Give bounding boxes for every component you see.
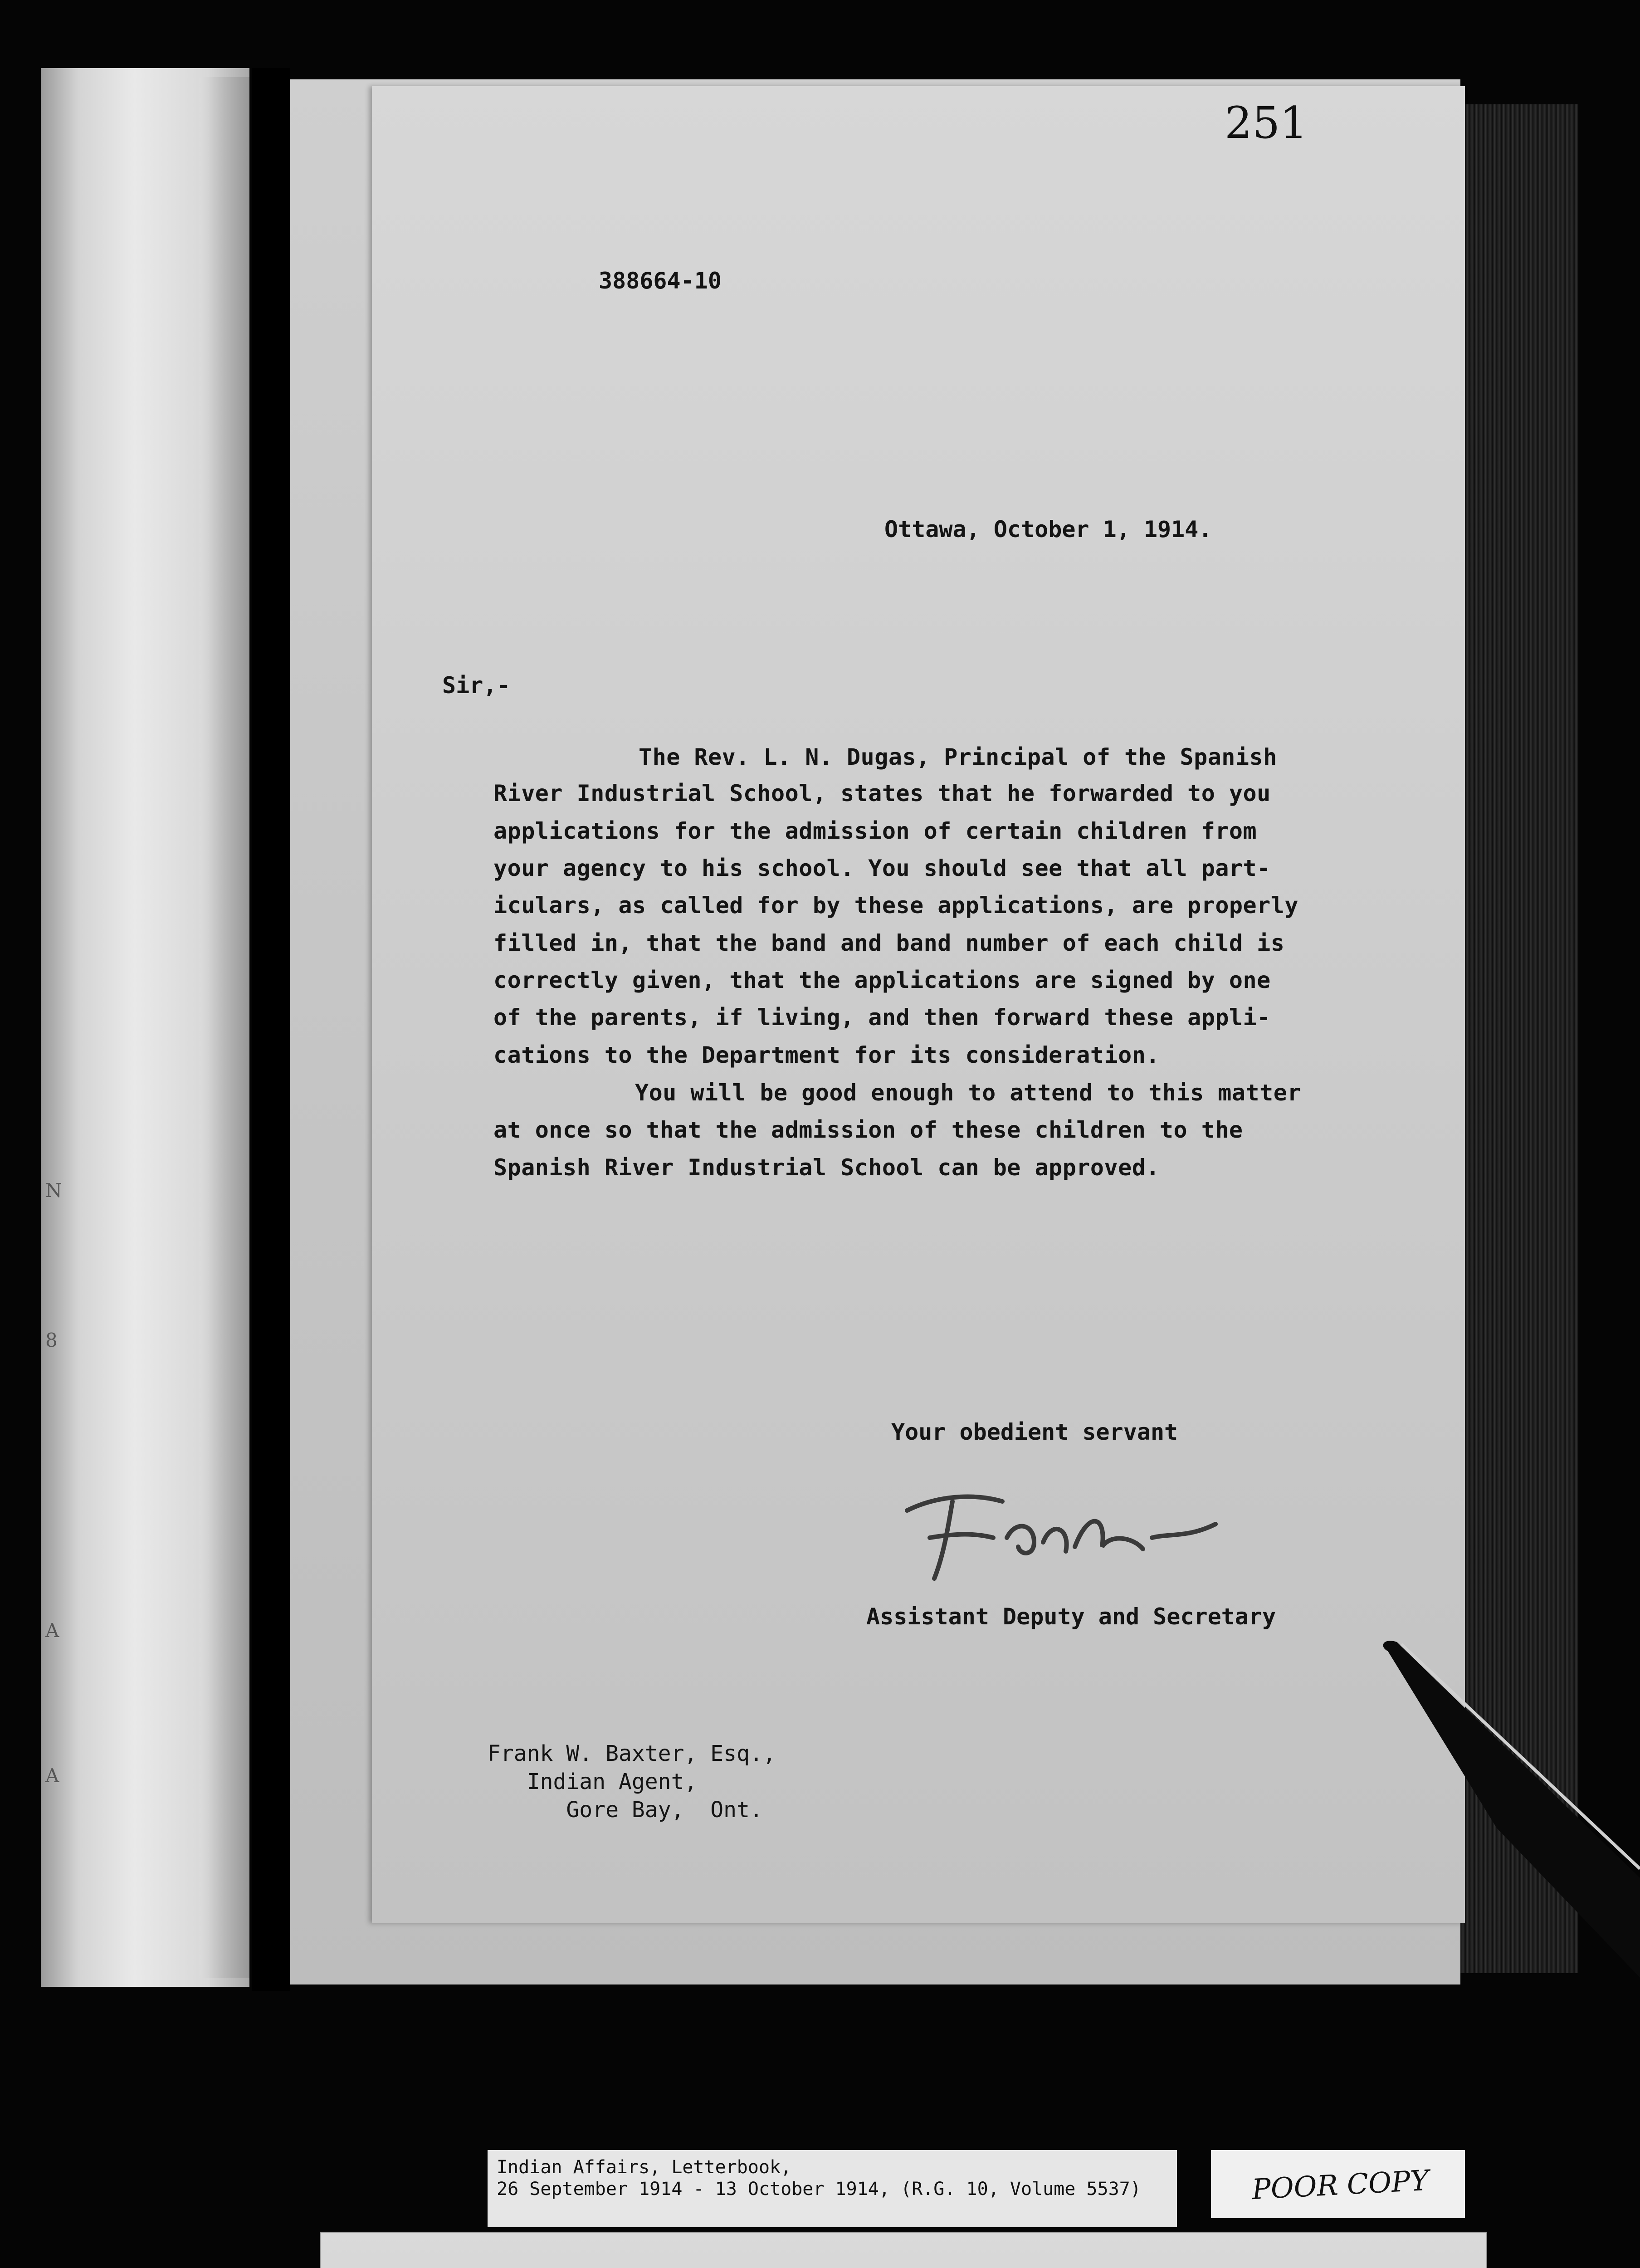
page-number: 251 (1225, 98, 1308, 148)
left-page-fold (200, 77, 249, 1978)
quality-label (1211, 2150, 1465, 2218)
body-line: filled in, that the band and band number of each child is (493, 930, 1285, 956)
address-line: Gore Bay, Ont. (488, 1797, 763, 1823)
address-block (488, 1740, 776, 1824)
quality-text: POOR COPY (1251, 2163, 1430, 2206)
body-line: The Rev. L. N. Dugas, Principal of the Spanish (639, 744, 1277, 770)
body-line: iculars, as called for by these applications, are properly (493, 892, 1298, 919)
source-label-line: Indian Affairs, Letterbook, (497, 2157, 792, 2178)
file-number: 388664-10 (599, 268, 722, 294)
signatory-title: Assistant Deputy and Secretary (866, 1603, 1276, 1630)
dateline: Ottawa, October 1, 1914. (884, 516, 1212, 543)
margin-mark: A (45, 1765, 59, 1787)
body-line: correctly given, that the applications are signed by one (493, 967, 1271, 993)
margin-mark: 8 (45, 1329, 58, 1351)
body-line: cations to the Department for its consideration. (493, 1042, 1160, 1068)
address-line: Frank W. Baxter, Esq., (488, 1741, 776, 1766)
body-line: Spanish River Industrial School can be approved. (493, 1154, 1160, 1181)
source-label (488, 2150, 1177, 2227)
signature (898, 1470, 1261, 1588)
book-gutter (252, 68, 290, 1991)
body-line: applications for the admission of certain children from (493, 818, 1257, 844)
source-label-line: 26 September 1914 - 13 October 1914, (R.G. 10, Volume 5537) (497, 2179, 1141, 2200)
margin-mark: N (45, 1179, 62, 1202)
address-line: Indian Agent, (488, 1769, 698, 1794)
body-line: at once so that the admission of these children to the (493, 1117, 1243, 1143)
salutation: Sir,- (442, 672, 511, 699)
body-line: of the parents, if living, and then forward these appli- (493, 1004, 1271, 1031)
closing: Your obedient servant (891, 1419, 1178, 1445)
body-line: You will be good enough to attend to this matter (635, 1080, 1301, 1106)
body-line: your agency to his school. You should see that all part- (493, 855, 1271, 881)
margin-mark: A (45, 1619, 59, 1642)
pointer-tool (1361, 1633, 1640, 1978)
archives-plate (320, 2232, 1487, 2268)
body-line: River Industrial School, states that he forwarded to you (493, 780, 1271, 807)
